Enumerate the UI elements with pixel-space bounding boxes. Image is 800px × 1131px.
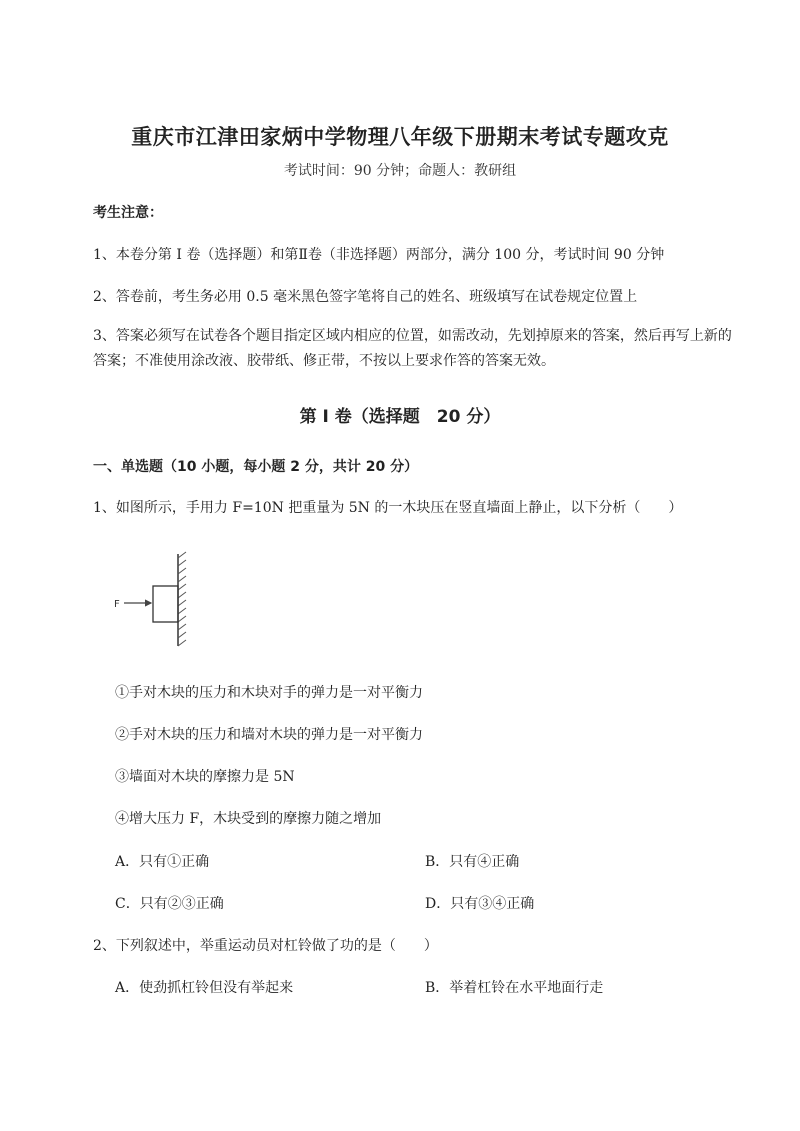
wall-hatching (178, 552, 186, 646)
question-1-stem: 1、如图所示，手用力 F=10N 把重量为 5N 的一木块压在竖直墙面上静止，以下分析（ ） (93, 500, 683, 516)
part-title: 一、单选题（10 小题，每小题 2 分，共计 20 分） (93, 459, 419, 475)
statement-4: ④增大压力 F，木块受到的摩擦力随之增加 (115, 811, 382, 827)
q2-option-a: A．使劲抓杠铃但没有举起来 (115, 980, 294, 996)
statement-1: ①手对木块的压力和木块对手的弹力是一对平衡力 (115, 685, 423, 701)
exam-info: 考试时间：90 分钟；命题人：教研组 (283, 163, 517, 179)
q2-option-b: B．举着杠铃在水平地面行走 (425, 980, 604, 996)
notice-heading: 考生注意： (93, 205, 163, 221)
page-title: 重庆市江津田家炳中学物理八年级下册期末考试专题攻克 (131, 125, 669, 149)
force-label: F (114, 599, 120, 610)
q1-option-a: A．只有①正确 (115, 854, 210, 870)
q1-option-d: D．只有③④正确 (425, 896, 535, 912)
question-2-stem: 2、下列叙述中，举重运动员对杠铃做了功的是（ ） (93, 938, 438, 954)
statement-2: ②手对木块的压力和墙对木块的弹力是一对平衡力 (115, 727, 423, 743)
q1-option-b: B．只有④正确 (425, 854, 520, 870)
notice-item-1: 1、本卷分第 I 卷（选择题）和第Ⅱ卷（非选择题）两部分，满分 100 分，考试时间 90 分钟 (93, 247, 665, 263)
notice-item-3: 3、答案必须写在试卷各个题目指定区域内相应的位置，如需改动，先划掉原来的答案，然后再写上新的答案；不准使用涂改液、胶带纸、修正带，不按以上要求作答的答案无效。 (93, 328, 732, 369)
force-diagram (110, 550, 210, 650)
wooden-block (153, 586, 178, 622)
section-title: 第 I 卷（选择题 20 分） (299, 407, 501, 427)
q1-option-c: C．只有②③正确 (115, 896, 224, 912)
notice-item-2: 2、答卷前，考生务必用 0.5 毫米黑色签字笔将自己的姓名、班级填写在试卷规定位置上 (93, 289, 638, 305)
statement-3: ③墙面对木块的摩擦力是 5N (115, 769, 295, 785)
